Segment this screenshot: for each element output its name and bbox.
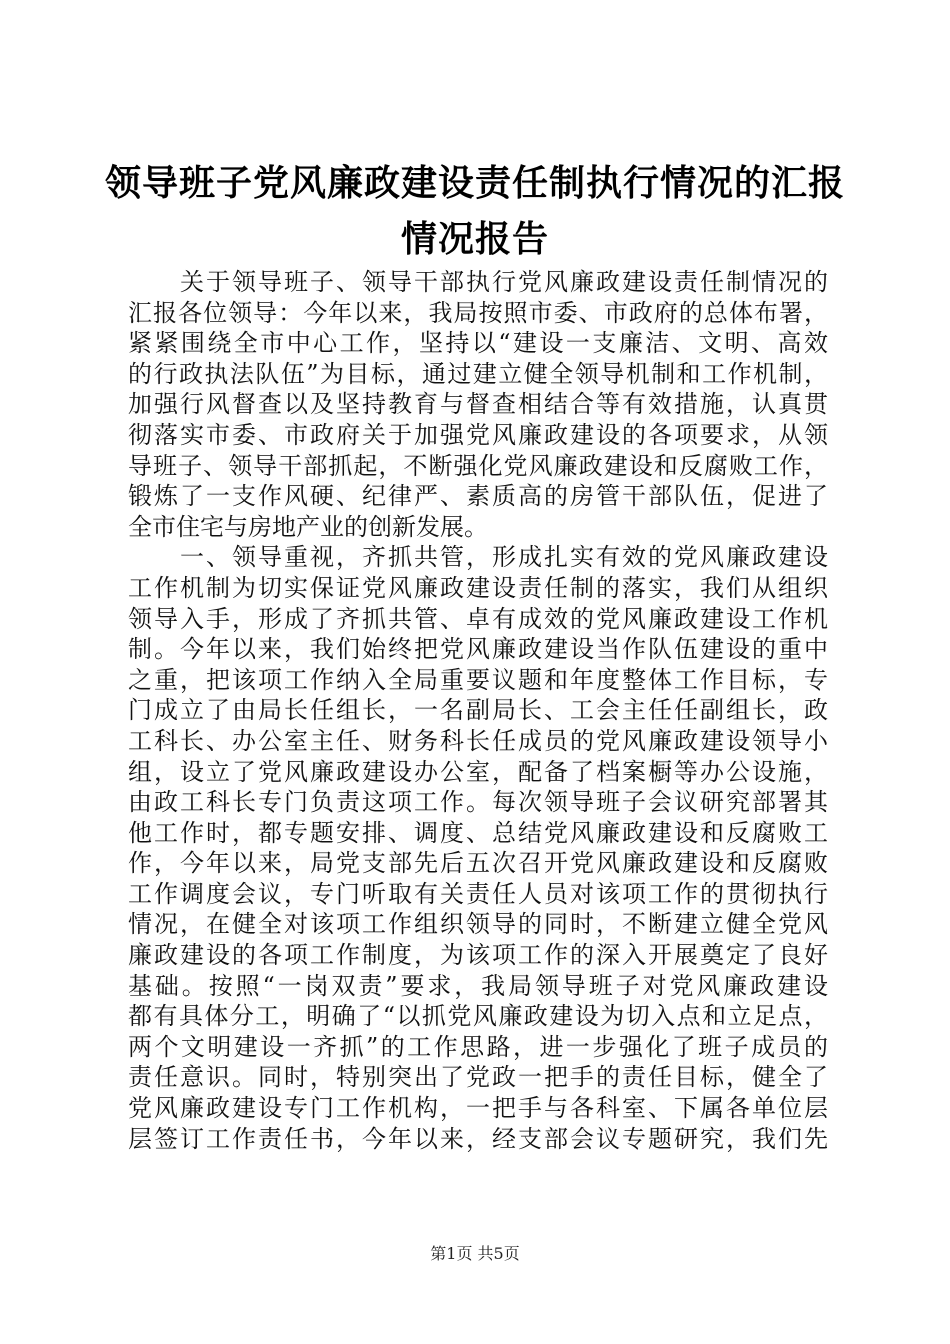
text-line: 工科长、办公室主任、财务科长任成员的党风廉政建设领导小 bbox=[128, 726, 828, 755]
text-line: 锻炼了一支作风硬、纪律严、素质高的房管干部队伍，促进了 bbox=[128, 482, 828, 511]
text-line: 基础。按照“一岗双责”要求，我局领导班子对党风廉政建设 bbox=[128, 971, 828, 1000]
text-line: 领导入手，形成了齐抓共管、卓有成效的党风廉政建设工作机 bbox=[128, 604, 828, 633]
text-line: 责任意识。同时，特别突出了党政一把手的责任目标，健全了 bbox=[128, 1063, 828, 1092]
document-title-line-2: 情况报告 bbox=[400, 219, 549, 260]
text-line: 工作机制为切实保证党风廉政建设责任制的落实，我们从组织 bbox=[128, 573, 828, 602]
text-line: 两个文明建设一齐抓”的工作思路，进一步强化了班子成员的 bbox=[128, 1032, 828, 1061]
paragraph-1 bbox=[128, 267, 828, 542]
text-line: 的行政执法队伍”为目标，通过建立健全领导机制和工作机制， bbox=[128, 359, 828, 388]
text-line: 由政工科长专门负责这项工作。每次领导班子会议研究部署其 bbox=[128, 788, 828, 817]
text-line: 他工作时，都专题安排、调度、总结党风廉政建设和反腐败工 bbox=[128, 818, 828, 847]
text-line: 紧紧围绕全市中心工作，坚持以“建设一支廉洁、文明、高效 bbox=[128, 329, 828, 358]
text-line: 工作调度会议，专门听取有关责任人员对该项工作的贯彻执行 bbox=[128, 879, 828, 908]
text-line: 层签订工作责任书，今年以来，经支部会议专题研究，我们先 bbox=[128, 1124, 828, 1153]
paragraph-2 bbox=[128, 542, 828, 1154]
text-line: 一、领导重视，齐抓共管，形成扎实有效的党风廉政建设 bbox=[128, 543, 828, 572]
text-line: 加强行风督查以及坚持教育与督查相结合等有效措施，认真贯 bbox=[128, 390, 828, 419]
text-line: 廉政建设的各项工作制度，为该项工作的深入开展奠定了良好 bbox=[128, 941, 828, 970]
text-line: 彻落实市委、市政府关于加强党风廉政建设的各项要求，从领 bbox=[128, 420, 828, 449]
text-line: 党风廉政建设专门工作机构，一把手与各科室、下属各单位层 bbox=[128, 1094, 828, 1123]
text-line: 情况，在健全对该项工作组织领导的同时，不断建立健全党风 bbox=[128, 910, 828, 939]
document-body bbox=[128, 267, 828, 1154]
text-line: 制。今年以来，我们始终把党风廉政建设当作队伍建设的重中 bbox=[128, 635, 828, 664]
text-line: 全市住宅与房地产业的创新发展。 bbox=[128, 512, 488, 541]
page-number-footer: 第1页 共5页 bbox=[430, 1244, 520, 1263]
text-line: 都有具体分工，明确了“以抓党风廉政建设为切入点和立足点， bbox=[128, 1002, 828, 1031]
text-line: 门成立了由局长任组长，一名副局长、工会主任任副组长，政 bbox=[128, 696, 828, 725]
text-line: 之重，把该项工作纳入全局重要议题和年度整体工作目标，专 bbox=[128, 665, 828, 694]
text-line: 汇报各位领导：今年以来，我局按照市委、市政府的总体布署， bbox=[128, 298, 828, 327]
text-line: 导班子、领导干部抓起，不断强化党风廉政建设和反腐败工作， bbox=[128, 451, 828, 480]
text-line: 组，设立了党风廉政建设办公室，配备了档案橱等办公设施， bbox=[128, 757, 828, 786]
text-line: 关于领导班子、领导干部执行党风廉政建设责任制情况的 bbox=[128, 268, 828, 296]
text-line: 作，今年以来，局党支部先后五次召开党风廉政建设和反腐败 bbox=[128, 849, 828, 878]
document-title-line-1: 领导班子党风廉政建设责任制执行情况的汇报 bbox=[104, 163, 845, 204]
